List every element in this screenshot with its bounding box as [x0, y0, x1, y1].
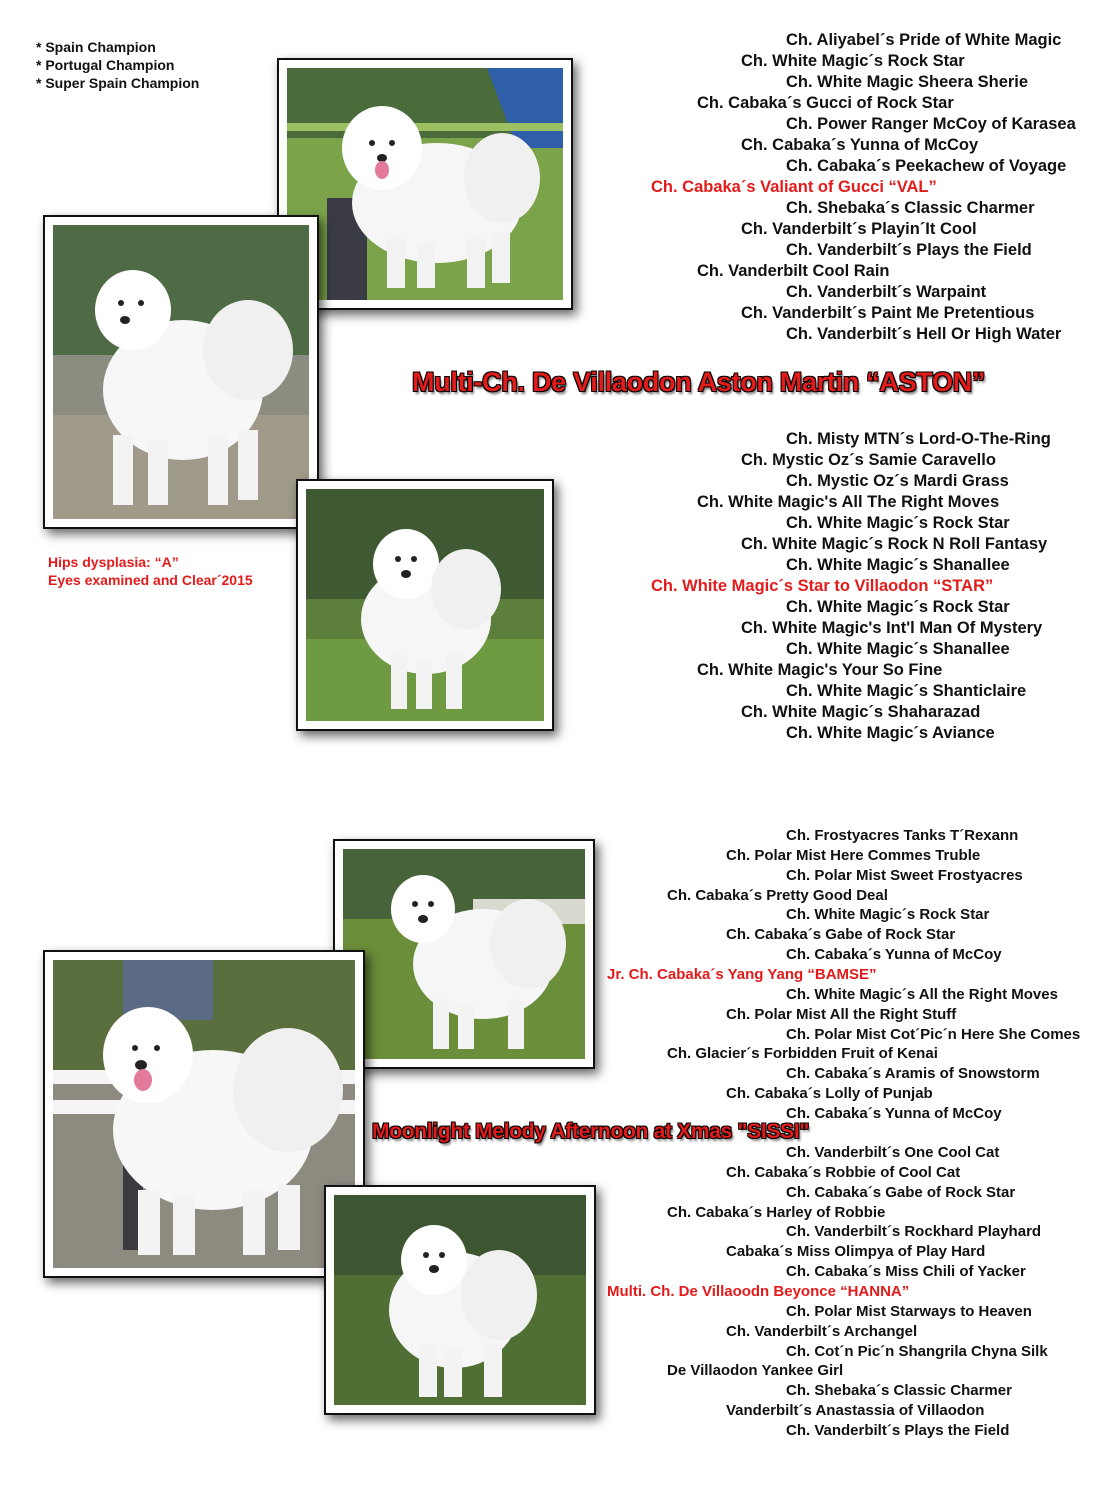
- pedigree-entry: Ch. Cabaka´s Aramis of Snowstorm: [786, 1065, 1040, 1083]
- pedigree-entry: Ch. Misty MTN´s Lord-O-The-Ring: [786, 430, 1051, 448]
- pedigree-entry: Ch. Cabaka´s Yunna of McCoy: [786, 1104, 1002, 1122]
- pedigree-entry: Ch. Shebaka´s Classic Charmer: [786, 199, 1035, 217]
- photo-aston: [43, 215, 319, 529]
- dog-photo-image: [53, 225, 309, 519]
- pedigree-entry: Ch. Mystic Oz´s Samie Caravello: [741, 451, 996, 469]
- pedigree-entry: Ch. Mystic Oz´s Mardi Grass: [786, 472, 1009, 490]
- pedigree-entry: Ch. White Magic´s Shanallee: [786, 556, 1010, 574]
- pedigree-entry: Ch. Vanderbilt´s Plays the Field: [786, 1421, 1010, 1439]
- pedigree-entry: Ch. Cabaka´s Robbie of Cool Cat: [726, 1163, 961, 1181]
- pedigree-entry: Ch. White Magic´s Shaharazad: [741, 703, 981, 721]
- pedigree-entry: Ch. Vanderbilt´s Rockhard Playhard: [786, 1223, 1042, 1241]
- titles-list: [36, 38, 199, 92]
- photo-star: [296, 479, 554, 731]
- pedigree-entry: Cabaka´s Miss Olimpya of Play Hard: [726, 1243, 986, 1261]
- dog-photo-image: [306, 489, 544, 721]
- pedigree-entry: Jr. Ch. Cabaka´s Yang Yang “BAMSE”: [607, 965, 877, 983]
- pedigree-entry: Ch. Shebaka´s Classic Charmer: [786, 1382, 1012, 1400]
- pedigree-entry: Ch. Polar Mist Sweet Frostyacres: [786, 866, 1023, 884]
- pedigree-entry: Ch. White Magic´s Rock N Roll Fantasy: [741, 535, 1048, 553]
- pedigree-entry: Ch. White Magic's All The Right Moves: [697, 493, 1000, 511]
- pedigree-entry: Ch. White Magic Sheera Sherie: [786, 73, 1029, 91]
- pedigree-entry: Ch. White Magic´s All the Right Moves: [786, 985, 1058, 1003]
- pedigree-entry: De Villaodon Yankee Girl: [667, 1362, 844, 1380]
- pedigree-entry: Ch. White Magic´s Rock Star: [786, 598, 1010, 616]
- title-note: * Portugal Champion: [36, 57, 175, 73]
- banner-aston: Multi-Ch. De Villaodon Aston Martin “ASTON”: [412, 367, 986, 397]
- pedigree-entry: Ch. White Magic´s Shanallee: [786, 640, 1010, 658]
- pedigree-entry: Ch. Vanderbilt´s Paint Me Pretentious: [741, 304, 1035, 322]
- banner-sissi: Moonlight Melody Afternoon at Xmas "SISSI": [372, 1120, 810, 1143]
- pedigree-entry: Ch. Vanderbilt´s Hell Or High Water: [786, 325, 1062, 343]
- pedigree-entry: Ch. Power Ranger McCoy of Karasea: [786, 115, 1076, 133]
- pedigree-entry: Ch. White Magic's Int'l Man Of Mystery: [741, 619, 1043, 637]
- pedigree-entry: Ch. Vanderbilt´s Archangel: [726, 1322, 918, 1340]
- health-note: Hips dysplasia: “A”: [48, 554, 179, 570]
- pedigree-entry: Ch. Frostyacres Tanks T´Rexann: [786, 827, 1019, 844]
- pedigree-entry: Ch. Cabaka´s Gucci of Rock Star: [697, 94, 954, 112]
- pedigree-entry: Ch. White Magic´s Rock Star: [786, 906, 990, 924]
- dog-photo-image: [287, 68, 563, 300]
- pedigree-entry: Ch. Cabaka´s Yunna of McCoy: [786, 946, 1002, 964]
- pedigree-entry: Ch. White Magic´s Aviance: [786, 724, 995, 742]
- pedigree-entry: Ch. Cabaka´s Pretty Good Deal: [667, 886, 888, 904]
- pedigree-entry: Ch. Vanderbilt´s One Cool Cat: [786, 1144, 1000, 1161]
- photo-hanna: [324, 1185, 596, 1415]
- pedigree-entry: Ch. White Magic´s Star to Villaodon “STAR”: [651, 577, 994, 595]
- dog-photo-image: [53, 960, 355, 1268]
- pedigree-entry: Ch. Vanderbilt´s Plays the Field: [786, 241, 1032, 259]
- photo-bamse: [333, 839, 595, 1069]
- pedigree-entry: Ch. White Magic's Your So Fine: [697, 661, 943, 679]
- dog-photo-image: [334, 1195, 586, 1405]
- pedigree-entry: Ch. Cabaka´s Gabe of Rock Star: [726, 926, 956, 944]
- health-notes: [48, 553, 253, 589]
- health-note: Eyes examined and Clear´2015: [48, 572, 253, 588]
- pedigree-entry: Ch. Cabaka´s Lolly of Punjab: [726, 1085, 933, 1103]
- pedigree-entry: Ch. Cabaka´s Yunna of McCoy: [741, 136, 979, 154]
- title-note: * Spain Champion: [36, 39, 156, 55]
- pedigree-entry: Ch. White Magic´s Shanticlaire: [786, 682, 1027, 700]
- pedigree-entry: Ch. Cabaka´s Peekachew of Voyage: [786, 157, 1067, 175]
- pedigree-entry: Ch. Vanderbilt Cool Rain: [697, 262, 890, 280]
- pedigree-entry: Ch. Glacier´s Forbidden Fruit of Kenai: [667, 1045, 938, 1063]
- pedigree-entry: Ch. Cot´n Pic´n Shangrila Chyna Silk: [786, 1342, 1048, 1360]
- pedigree-entry: Ch. Vanderbilt´s Warpaint: [786, 283, 987, 301]
- photo-sissi: [43, 950, 365, 1278]
- pedigree-entry: Ch. Polar Mist Cot´Pic´n Here She Comes: [786, 1025, 1081, 1043]
- pedigree-entry: Ch. Polar Mist Here Commes Truble: [726, 846, 981, 864]
- pedigree-entry: Ch. Cabaka´s Miss Chili of Yacker: [786, 1263, 1026, 1281]
- dog-photo-image: [343, 849, 585, 1059]
- title-note: * Super Spain Champion: [36, 75, 200, 91]
- pedigree-entry: Ch. Polar Mist Starways to Heaven: [786, 1302, 1032, 1320]
- pedigree-entry: Multi. Ch. De Villaoodn Beyonce “HANNA”: [607, 1282, 910, 1300]
- pedigree-entry: Ch. Cabaka´s Harley of Robbie: [667, 1203, 886, 1221]
- pedigree-entry: Ch. Aliyabel´s Pride of White Magic: [786, 31, 1062, 49]
- pedigree-entry: Vanderbilt´s Anastassia of Villaodon: [726, 1402, 985, 1420]
- pedigree-entry: Ch. Vanderbilt´s Playin´It Cool: [741, 220, 977, 238]
- photo-val: [277, 58, 573, 310]
- pedigree-entry: Ch. Cabaka´s Gabe of Rock Star: [786, 1183, 1016, 1201]
- pedigree-entry: Ch. White Magic´s Rock Star: [741, 52, 965, 70]
- pedigree-entry: Ch. Cabaka´s Valiant of Gucci “VAL”: [651, 178, 937, 196]
- pedigree-entry: Ch. Polar Mist All the Right Stuff: [726, 1005, 957, 1023]
- pedigree-entry: Ch. White Magic´s Rock Star: [786, 514, 1010, 532]
